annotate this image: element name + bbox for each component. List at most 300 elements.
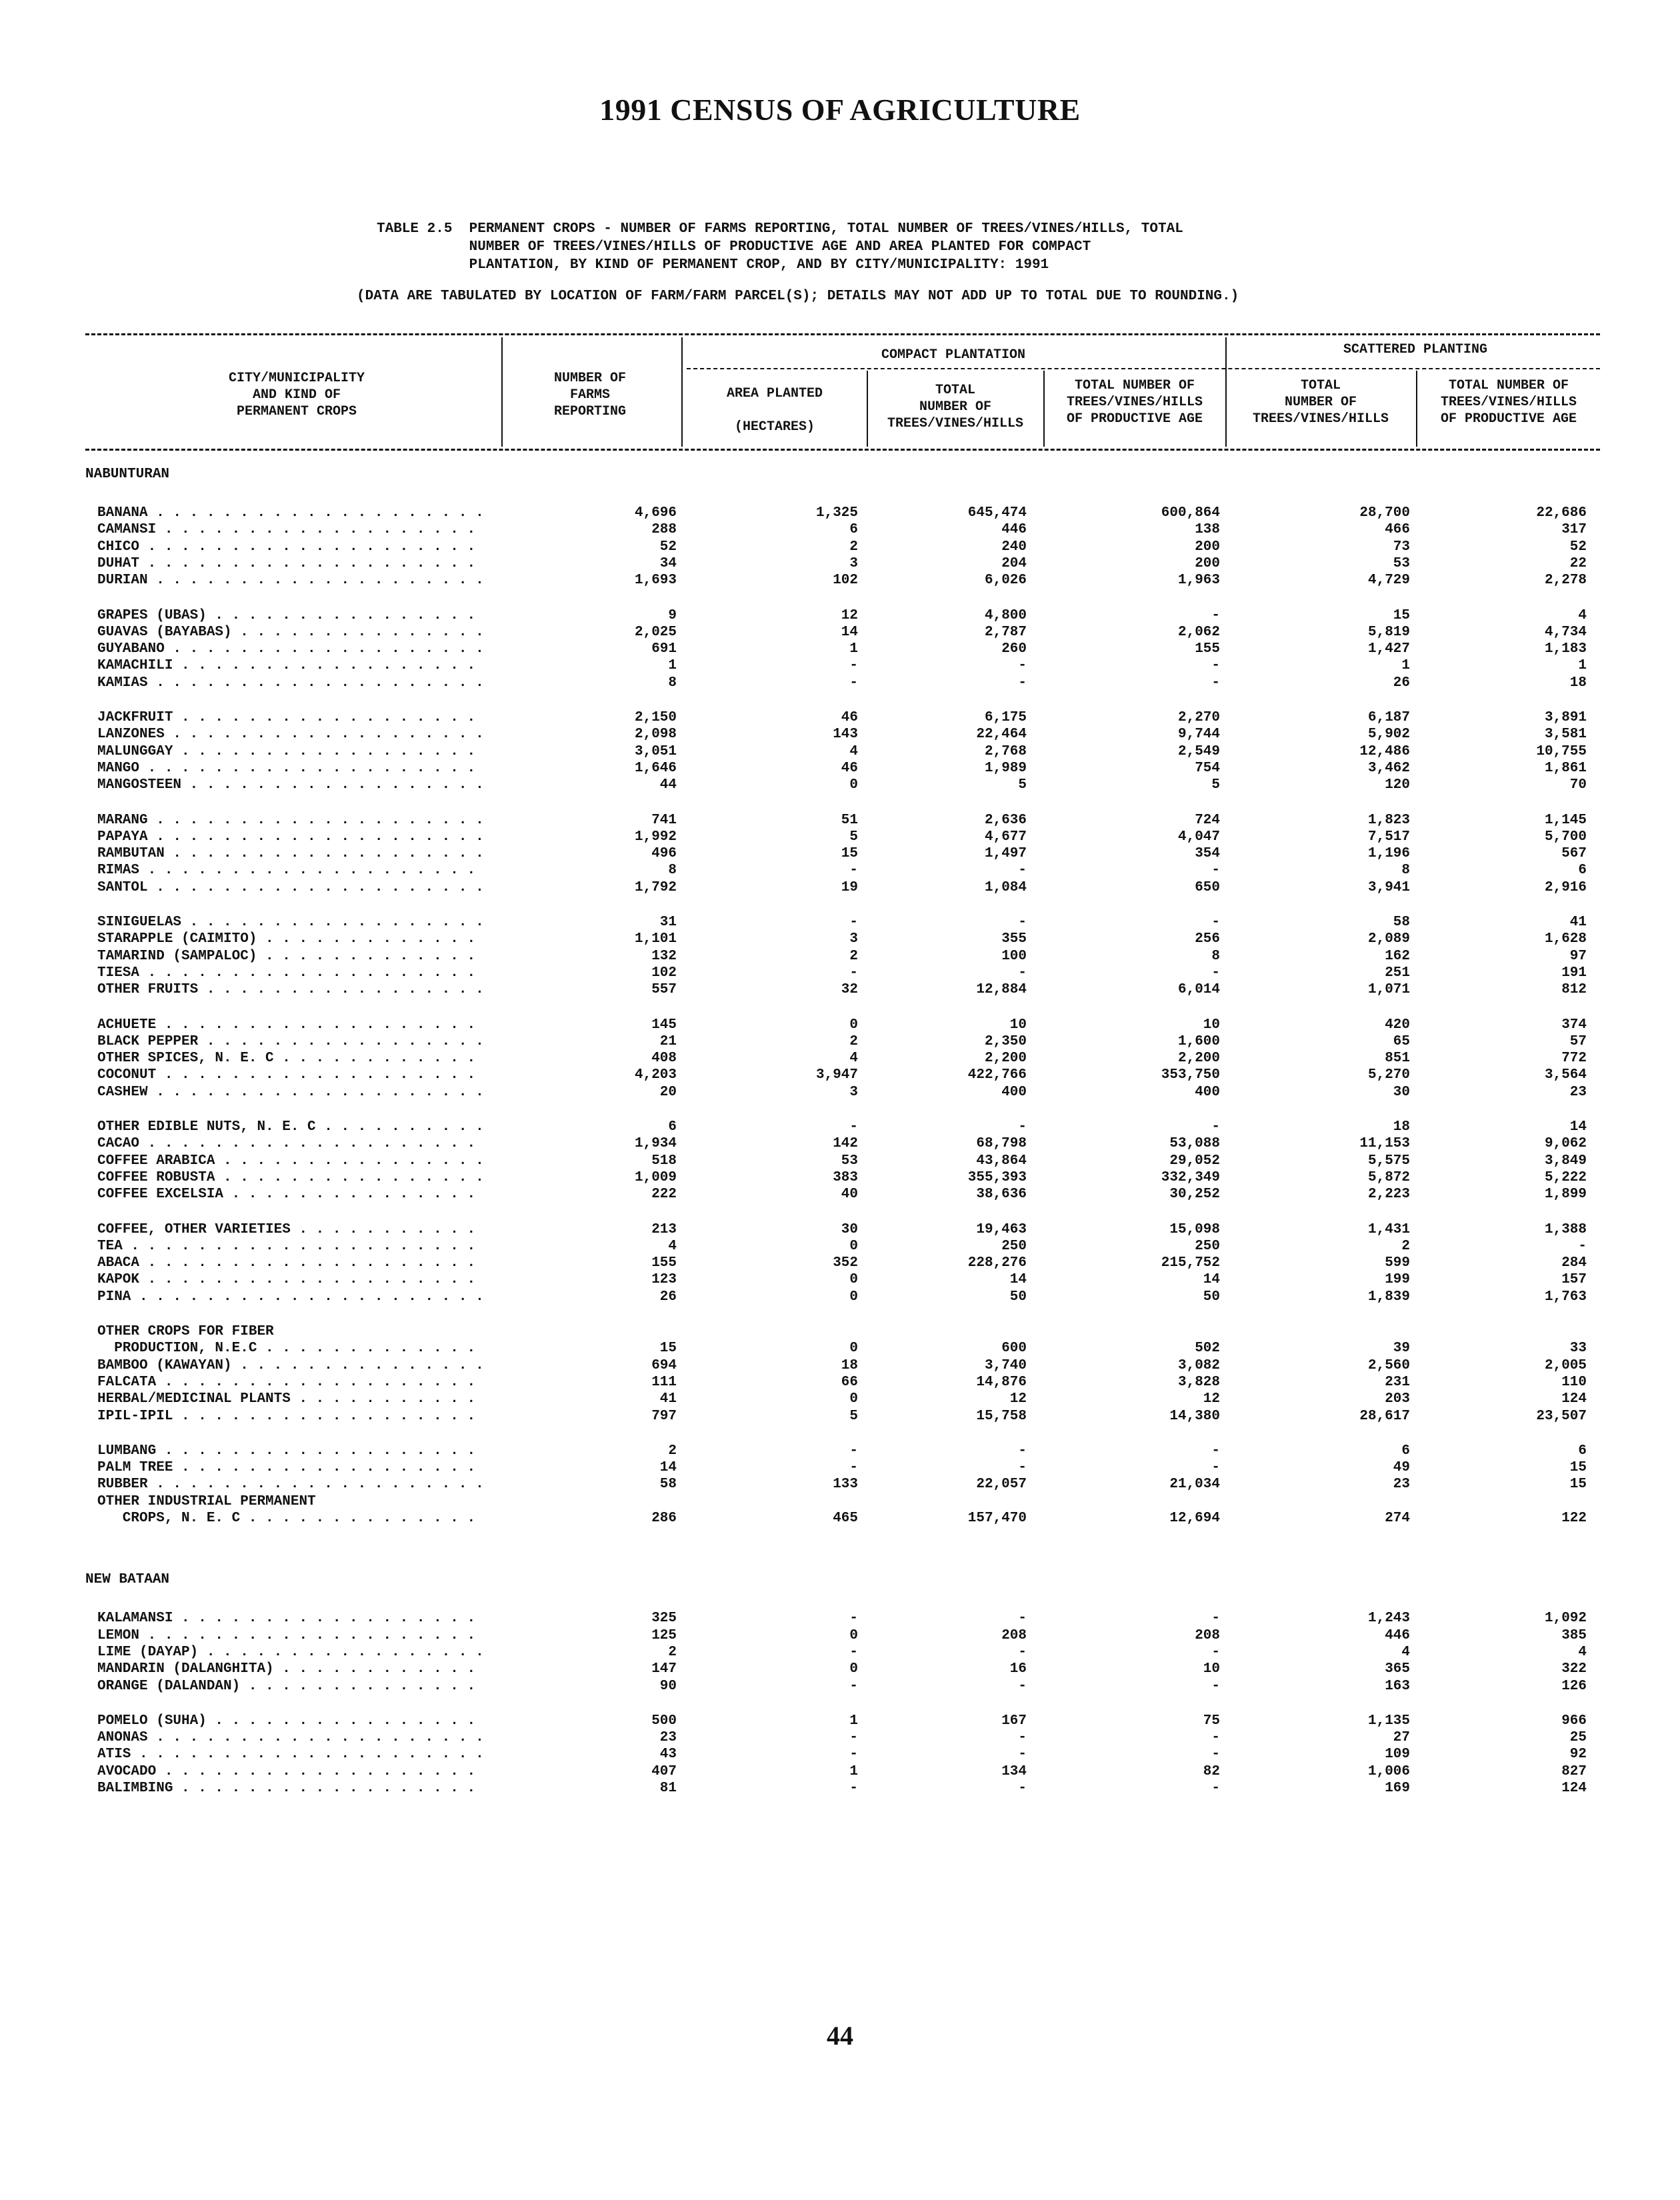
header-farms-reporting: NUMBER OF FARMS REPORTING — [553, 371, 627, 419]
area-planted-cell: 40 — [841, 1187, 858, 1203]
crop-name: CROPS, N. E. C . . . . . . . . . . . . . . — [97, 1511, 476, 1526]
table-row — [0, 863, 1680, 880]
area-planted-cell: 143 — [833, 727, 858, 743]
section-heading: NABUNTURAN — [85, 467, 170, 482]
area-planted-cell: 15 — [841, 846, 858, 862]
compact-productive-cell: - — [1211, 658, 1220, 674]
compact-total-cell: - — [1018, 915, 1027, 930]
table-row — [0, 1409, 1680, 1426]
farms-reporting-cell: 1,934 — [634, 1136, 677, 1152]
scattered-productive-cell: 385 — [1561, 1627, 1587, 1643]
compact-productive-cell: 75 — [1203, 1713, 1220, 1729]
compact-productive-cell: 250 — [1195, 1238, 1220, 1254]
farms-reporting-cell: 34 — [659, 555, 677, 571]
farms-reporting-cell: 6 — [668, 1119, 677, 1135]
farms-reporting-cell: 797 — [651, 1408, 677, 1424]
area-planted-cell: - — [849, 1730, 858, 1746]
table-row — [0, 931, 1680, 949]
farms-reporting-cell: 8 — [668, 863, 677, 879]
farms-reporting-cell: 500 — [651, 1713, 677, 1729]
area-planted-cell: 352 — [833, 1255, 858, 1271]
compact-productive-cell: 2,549 — [1177, 743, 1220, 759]
crop-name: IPIL-IPIL . . . . . . . . . . . . . . . . . . — [97, 1408, 476, 1424]
area-planted-cell: 1 — [849, 641, 858, 657]
area-planted-cell: 6 — [849, 522, 858, 538]
scattered-productive-cell: 374 — [1561, 1017, 1587, 1033]
farms-reporting-cell: 111 — [651, 1374, 677, 1390]
scattered-productive-cell: 18 — [1569, 675, 1587, 691]
area-planted-cell: 3,947 — [815, 1067, 858, 1083]
table-row — [0, 1341, 1680, 1358]
scattered-total-cell: 1,006 — [1367, 1763, 1410, 1779]
farms-reporting-cell: 44 — [659, 777, 677, 793]
scattered-productive-cell: 1,628 — [1544, 931, 1587, 947]
compact-productive-cell: 12 — [1203, 1391, 1220, 1407]
table-row — [0, 1764, 1680, 1781]
area-planted-cell: 1,325 — [815, 505, 858, 521]
scattered-total-cell: 365 — [1385, 1661, 1410, 1677]
compact-total-cell: - — [1018, 863, 1027, 879]
header-scattered-productive: TOTAL NUMBER OF TREES/VINES/HILLS OF PRODUCTIVE AGE — [1440, 378, 1577, 427]
scattered-productive-cell: 23 — [1569, 1084, 1587, 1100]
table-row — [0, 556, 1680, 573]
crop-name: POMELO (SUHA) . . . . . . . . . . . . . . . . — [97, 1713, 476, 1729]
scattered-total-cell: 30 — [1393, 1084, 1410, 1100]
crop-name: HERBAL/MEDICINAL PLANTS . . . . . . . . . . . — [97, 1391, 476, 1407]
header-scattered-planting: SCATTERED PLANTING — [1343, 342, 1488, 357]
page-number: 44 — [827, 2021, 853, 2051]
scattered-productive-cell: 1,183 — [1544, 641, 1587, 657]
compact-total-cell: - — [1018, 1781, 1027, 1796]
table-row — [0, 1017, 1680, 1035]
farms-reporting-cell: 2,098 — [634, 727, 677, 743]
compact-productive-cell: 400 — [1195, 1084, 1220, 1100]
scattered-productive-cell: 5,222 — [1544, 1169, 1587, 1185]
scattered-total-cell: 39 — [1393, 1341, 1410, 1357]
crop-name: RAMBUTAN . . . . . . . . . . . . . . . . . . . — [97, 846, 484, 862]
table-row — [0, 1477, 1680, 1494]
farms-reporting-cell: 1,992 — [634, 829, 677, 845]
table-row — [0, 1085, 1680, 1102]
table-row — [0, 1443, 1680, 1461]
table-row — [0, 1628, 1680, 1645]
table-row — [0, 675, 1680, 693]
farms-reporting-cell: 2 — [668, 1443, 677, 1459]
farms-reporting-cell: 1,101 — [634, 931, 677, 947]
compact-productive-cell: 5 — [1211, 777, 1220, 793]
scattered-productive-cell: 33 — [1569, 1341, 1587, 1357]
header-scattered-total: TOTAL NUMBER OF TREES/VINES/HILLS — [1252, 378, 1389, 427]
scattered-productive-cell: 14 — [1569, 1119, 1587, 1135]
area-planted-cell: 0 — [849, 1661, 858, 1677]
compact-productive-cell: 2,270 — [1177, 710, 1220, 725]
compact-productive-cell: 256 — [1195, 931, 1220, 947]
compact-productive-cell: - — [1211, 607, 1220, 623]
scattered-total-cell: 466 — [1385, 522, 1410, 538]
scattered-productive-cell: 1,763 — [1544, 1289, 1587, 1305]
scattered-total-cell: 251 — [1385, 965, 1410, 981]
scattered-productive-cell: 191 — [1561, 965, 1587, 981]
compact-productive-cell: 650 — [1195, 879, 1220, 895]
crop-name: CAMANSI . . . . . . . . . . . . . . . . . . . — [97, 522, 476, 538]
compact-total-cell: 16 — [1009, 1661, 1027, 1677]
crop-name: LANZONES . . . . . . . . . . . . . . . . . . . — [97, 727, 484, 743]
scattered-productive-cell: 22,686 — [1536, 505, 1587, 521]
scattered-productive-cell: 812 — [1561, 982, 1587, 998]
crop-name: LUMBANG . . . . . . . . . . . . . . . . . . . — [97, 1443, 476, 1459]
scattered-productive-cell: 284 — [1561, 1255, 1587, 1271]
area-planted-cell: - — [849, 965, 858, 981]
area-planted-cell: 383 — [833, 1169, 858, 1185]
scattered-productive-cell: 4,734 — [1544, 624, 1587, 640]
table-row — [0, 710, 1680, 727]
compact-productive-cell: 2,062 — [1177, 624, 1220, 640]
caption-line: TABLE 2.5 PERMANENT CROPS - NUMBER OF FARMS REPORTING, TOTAL NUMBER OF TREES/VINES/HILLS, TOTAL — [377, 221, 1183, 237]
scattered-total-cell: 1,431 — [1367, 1221, 1410, 1237]
compact-productive-cell: 14 — [1203, 1272, 1220, 1288]
scattered-productive-cell: 70 — [1569, 777, 1587, 793]
table-row — [0, 761, 1680, 778]
compact-productive-cell: 1,963 — [1177, 573, 1220, 589]
compact-productive-cell: - — [1211, 965, 1220, 981]
compact-total-cell: 43,864 — [976, 1153, 1027, 1169]
compact-total-cell: - — [1018, 658, 1027, 674]
area-planted-cell: 19 — [841, 879, 858, 895]
area-planted-cell: 0 — [849, 1289, 858, 1305]
compact-total-cell: 260 — [1001, 641, 1027, 657]
compact-total-cell: 6,175 — [984, 710, 1027, 725]
farms-reporting-cell: 147 — [651, 1661, 677, 1677]
compact-productive-cell: - — [1211, 915, 1220, 930]
farms-reporting-cell: 20 — [659, 1084, 677, 1100]
farms-reporting-cell: 2 — [668, 1644, 677, 1660]
area-planted-cell: 3 — [849, 555, 858, 571]
scattered-productive-cell: 3,581 — [1544, 727, 1587, 743]
scattered-productive-cell: 110 — [1561, 1374, 1587, 1390]
farms-reporting-cell: 102 — [651, 965, 677, 981]
scattered-productive-cell: 966 — [1561, 1713, 1587, 1729]
compact-total-cell: 134 — [1001, 1763, 1027, 1779]
crop-name: GUYABANO . . . . . . . . . . . . . . . . . . . — [97, 641, 484, 657]
crop-name: OTHER FRUITS . . . . . . . . . . . . . . . . . — [97, 982, 484, 998]
compact-total-cell: - — [1018, 1119, 1027, 1135]
scattered-total-cell: 163 — [1385, 1678, 1410, 1694]
scattered-total-cell: 49 — [1393, 1460, 1410, 1476]
compact-total-cell: 1,497 — [984, 846, 1027, 862]
crop-name: ORANGE (DALANDAN) . . . . . . . . . . . . . . — [97, 1678, 476, 1694]
page-title: 1991 CENSUS OF AGRICULTURE — [599, 93, 1081, 127]
compact-total-cell: - — [1018, 965, 1027, 981]
table-row — [0, 1067, 1680, 1085]
table-row — [0, 1255, 1680, 1273]
compact-total-cell: 50 — [1009, 1289, 1027, 1305]
compact-total-cell: 12,884 — [976, 982, 1027, 998]
crop-name: STARAPPLE (CAIMITO) . . . . . . . . . . . . . — [97, 931, 476, 947]
crop-name: BALIMBING . . . . . . . . . . . . . . . . . . — [97, 1781, 476, 1796]
scattered-total-cell: 26 — [1393, 675, 1410, 691]
scattered-total-cell: 12,486 — [1359, 743, 1410, 759]
crop-name: LEMON . . . . . . . . . . . . . . . . . . . . — [97, 1627, 476, 1643]
compact-total-cell: 14,876 — [976, 1374, 1027, 1390]
scattered-total-cell: 2,560 — [1367, 1357, 1410, 1373]
header-compact-total: TOTAL NUMBER OF TREES/VINES/HILLS — [887, 383, 1024, 431]
area-planted-cell: 53 — [841, 1153, 858, 1169]
scattered-productive-cell: 9,062 — [1544, 1136, 1587, 1152]
compact-total-cell: 4,677 — [984, 829, 1027, 845]
scattered-total-cell: 1 — [1401, 658, 1410, 674]
farms-reporting-cell: 286 — [651, 1511, 677, 1526]
farms-reporting-cell: 9 — [668, 607, 677, 623]
compact-productive-cell: 155 — [1195, 641, 1220, 657]
scattered-total-cell: 6 — [1401, 1443, 1410, 1459]
area-planted-cell: 2 — [849, 1033, 858, 1049]
compact-productive-cell: 29,052 — [1169, 1153, 1220, 1169]
scattered-total-cell: 1,823 — [1367, 812, 1410, 828]
table-row — [0, 1272, 1680, 1289]
compact-total-cell: 68,798 — [976, 1136, 1027, 1152]
farms-reporting-cell: 518 — [651, 1153, 677, 1169]
compact-productive-cell: 138 — [1195, 522, 1220, 538]
compact-total-cell: 3,740 — [984, 1357, 1027, 1373]
crop-name: MARANG . . . . . . . . . . . . . . . . . . . . — [97, 812, 484, 828]
crop-name: OTHER EDIBLE NUTS, N. E. C . . . . . . . . . . — [97, 1119, 484, 1135]
compact-productive-cell: 600,864 — [1161, 505, 1220, 521]
scattered-total-cell: 1,071 — [1367, 982, 1410, 998]
farms-reporting-cell: 2,025 — [634, 624, 677, 640]
crop-name: GUAVAS (BAYABAS) . . . . . . . . . . . . . . . — [97, 624, 484, 640]
scattered-total-cell: 8 — [1401, 863, 1410, 879]
table-row — [0, 1375, 1680, 1392]
farms-reporting-cell: 1,646 — [634, 760, 677, 776]
farms-reporting-cell: 222 — [651, 1187, 677, 1203]
crop-name: KAPOK . . . . . . . . . . . . . . . . . . . . — [97, 1272, 476, 1288]
crop-name: ATIS . . . . . . . . . . . . . . . . . . . . . — [97, 1747, 484, 1763]
scattered-total-cell: 851 — [1385, 1051, 1410, 1067]
compact-productive-cell: 1,600 — [1177, 1033, 1220, 1049]
farms-reporting-cell: 741 — [651, 812, 677, 828]
crop-name: CASHEW . . . . . . . . . . . . . . . . . . . . — [97, 1084, 484, 1100]
compact-total-cell: 4,800 — [984, 607, 1027, 623]
farms-reporting-cell: 125 — [651, 1627, 677, 1643]
area-planted-cell: 0 — [849, 1391, 858, 1407]
scattered-total-cell: 599 — [1385, 1255, 1410, 1271]
crop-name: RIMAS . . . . . . . . . . . . . . . . . . . . — [97, 863, 476, 879]
scattered-productive-cell: - — [1578, 1238, 1587, 1254]
area-planted-cell: 18 — [841, 1357, 858, 1373]
scattered-total-cell: 5,819 — [1367, 624, 1410, 640]
farms-reporting-cell: 4 — [668, 1238, 677, 1254]
farms-reporting-cell: 81 — [659, 1781, 677, 1796]
compact-total-cell: 600 — [1001, 1341, 1027, 1357]
farms-reporting-cell: 132 — [651, 948, 677, 964]
farms-reporting-cell: 408 — [651, 1051, 677, 1067]
compact-total-cell: - — [1018, 1443, 1027, 1459]
header-top-rule — [85, 333, 1600, 335]
scattered-total-cell: 203 — [1385, 1391, 1410, 1407]
crop-name: MANDARIN (DALANGHITA) . . . . . . . . . . . . — [97, 1661, 476, 1677]
caption-line: NUMBER OF TREES/VINES/HILLS OF PRODUCTIVE AGE AND AREA PLANTED FOR COMPACT — [377, 239, 1091, 255]
scattered-total-cell: 28,617 — [1359, 1408, 1410, 1424]
compact-total-cell: 204 — [1001, 555, 1027, 571]
crop-name: JACKFRUIT . . . . . . . . . . . . . . . . . . — [97, 710, 476, 725]
area-planted-cell: 465 — [833, 1511, 858, 1526]
column-divider — [501, 337, 503, 447]
scattered-productive-cell: 1,899 — [1544, 1187, 1587, 1203]
group-header-rule — [687, 368, 1600, 369]
compact-productive-cell: - — [1211, 1119, 1220, 1135]
compact-productive-cell: - — [1211, 1644, 1220, 1660]
table-row — [0, 1324, 1680, 1341]
crop-name: KAMACHILI . . . . . . . . . . . . . . . . . . — [97, 658, 476, 674]
area-planted-cell: 0 — [849, 1017, 858, 1033]
table-row — [0, 1730, 1680, 1747]
area-planted-cell: - — [849, 658, 858, 674]
compact-total-cell: 157,470 — [967, 1511, 1027, 1526]
table-row — [0, 1119, 1680, 1137]
scattered-productive-cell: 1,861 — [1544, 760, 1587, 776]
scattered-productive-cell: 4 — [1578, 607, 1587, 623]
table-row — [0, 1289, 1680, 1307]
area-planted-cell: - — [849, 675, 858, 691]
compact-productive-cell: 21,034 — [1169, 1477, 1220, 1493]
crop-name: ABACA . . . . . . . . . . . . . . . . . . . . — [97, 1255, 476, 1271]
table-row — [0, 1494, 1680, 1511]
scattered-total-cell: 1,243 — [1367, 1611, 1410, 1627]
scattered-total-cell: 2,089 — [1367, 931, 1410, 947]
farms-reporting-cell: 1,009 — [634, 1169, 677, 1185]
table-row — [0, 539, 1680, 557]
table-row — [0, 1611, 1680, 1628]
table-row — [0, 1358, 1680, 1375]
compact-productive-cell: 4,047 — [1177, 829, 1220, 845]
compact-productive-cell: 9,744 — [1177, 727, 1220, 743]
scattered-productive-cell: 2,916 — [1544, 879, 1587, 895]
scattered-productive-cell: 1,388 — [1544, 1221, 1587, 1237]
area-planted-cell: 5 — [849, 1408, 858, 1424]
compact-total-cell: - — [1018, 1678, 1027, 1694]
crop-name: PRODUCTION, N.E.C . . . . . . . . . . . . . — [97, 1341, 476, 1357]
area-planted-cell: 1 — [849, 1763, 858, 1779]
table-row — [0, 1187, 1680, 1204]
scattered-total-cell: 27 — [1393, 1730, 1410, 1746]
area-planted-cell: 51 — [841, 812, 858, 828]
compact-productive-cell: 2,200 — [1177, 1051, 1220, 1067]
scattered-total-cell: 73 — [1393, 539, 1410, 555]
header-bottom-rule — [85, 449, 1600, 451]
crop-name: BLACK PEPPER . . . . . . . . . . . . . . . . . — [97, 1033, 484, 1049]
table-row — [0, 727, 1680, 744]
compact-productive-cell: - — [1211, 1611, 1220, 1627]
compact-total-cell: 22,464 — [976, 727, 1027, 743]
farms-reporting-cell: 123 — [651, 1272, 677, 1288]
table-row — [0, 1511, 1680, 1528]
table-row — [0, 777, 1680, 795]
scattered-total-cell: 1,196 — [1367, 846, 1410, 862]
compact-productive-cell: - — [1211, 1781, 1220, 1796]
scattered-total-cell: 23 — [1393, 1477, 1410, 1493]
crop-name: COFFEE, OTHER VARIETIES . . . . . . . . . . . — [97, 1221, 476, 1237]
crop-name: KAMIAS . . . . . . . . . . . . . . . . . . . . — [97, 675, 484, 691]
farms-reporting-cell: 496 — [651, 846, 677, 862]
compact-total-cell: - — [1018, 1730, 1027, 1746]
area-planted-cell: 0 — [849, 777, 858, 793]
farms-reporting-cell: 14 — [659, 1460, 677, 1476]
table-row — [0, 915, 1680, 932]
scattered-total-cell: 15 — [1393, 607, 1410, 623]
area-planted-cell: - — [849, 1611, 858, 1627]
compact-total-cell: - — [1018, 1611, 1027, 1627]
compact-productive-cell: 10 — [1203, 1017, 1220, 1033]
compact-total-cell: 240 — [1001, 539, 1027, 555]
scattered-productive-cell: 25 — [1569, 1730, 1587, 1746]
table-row — [0, 505, 1680, 523]
area-planted-cell: - — [849, 1644, 858, 1660]
area-planted-cell: 4 — [849, 1051, 858, 1067]
compact-total-cell: 38,636 — [976, 1187, 1027, 1203]
crop-name: MALUNGGAY . . . . . . . . . . . . . . . . . . — [97, 743, 476, 759]
compact-productive-cell: 14,380 — [1169, 1408, 1220, 1424]
area-planted-cell: 2 — [849, 948, 858, 964]
area-planted-cell: 3 — [849, 931, 858, 947]
farms-reporting-cell: 557 — [651, 982, 677, 998]
compact-total-cell: 14 — [1009, 1272, 1027, 1288]
area-planted-cell: 4 — [849, 743, 858, 759]
area-planted-cell: 46 — [841, 710, 858, 725]
table-row — [0, 1034, 1680, 1051]
crop-name: AVOCADO . . . . . . . . . . . . . . . . . . . — [97, 1763, 476, 1779]
scattered-productive-cell: 22 — [1569, 555, 1587, 571]
compact-total-cell: - — [1018, 675, 1027, 691]
compact-productive-cell: 50 — [1203, 1289, 1220, 1305]
compact-productive-cell: - — [1211, 863, 1220, 879]
compact-total-cell: 400 — [1001, 1084, 1027, 1100]
header-city-crop: CITY/MUNICIPALITY AND KIND OF PERMANENT CROPS — [228, 371, 365, 419]
area-planted-cell: 2 — [849, 539, 858, 555]
crop-name: ACHUETE . . . . . . . . . . . . . . . . . . . — [97, 1017, 476, 1033]
area-planted-cell: - — [849, 863, 858, 879]
scattered-productive-cell: 827 — [1561, 1763, 1587, 1779]
compact-productive-cell: 200 — [1195, 539, 1220, 555]
compact-total-cell: 5 — [1018, 777, 1027, 793]
compact-total-cell: 446 — [1001, 522, 1027, 538]
table-row — [0, 522, 1680, 539]
area-planted-cell: - — [849, 1747, 858, 1763]
compact-productive-cell: 354 — [1195, 846, 1220, 862]
crop-name: FALCATA . . . . . . . . . . . . . . . . . . . — [97, 1374, 476, 1390]
scattered-total-cell: 4 — [1401, 1644, 1410, 1660]
scattered-total-cell: 231 — [1385, 1374, 1410, 1390]
compact-total-cell: - — [1018, 1747, 1027, 1763]
area-planted-cell: 1 — [849, 1713, 858, 1729]
column-divider — [681, 337, 683, 447]
crop-name: COCONUT . . . . . . . . . . . . . . . . . . . — [97, 1067, 476, 1083]
compact-productive-cell: - — [1211, 1443, 1220, 1459]
scattered-total-cell: 18 — [1393, 1119, 1410, 1135]
crop-name: COFFEE ROBUSTA . . . . . . . . . . . . . . . . — [97, 1169, 484, 1185]
compact-productive-cell: 332,349 — [1161, 1169, 1220, 1185]
table-row — [0, 982, 1680, 999]
scattered-total-cell: 53 — [1393, 555, 1410, 571]
scattered-total-cell: 446 — [1385, 1627, 1410, 1643]
crop-name: LIME (DAYAP) . . . . . . . . . . . . . . . . . — [97, 1644, 484, 1660]
compact-productive-cell: 215,752 — [1161, 1255, 1220, 1271]
scattered-total-cell: 2 — [1401, 1238, 1410, 1254]
scattered-productive-cell: 1,092 — [1544, 1611, 1587, 1627]
farms-reporting-cell: 691 — [651, 641, 677, 657]
scattered-productive-cell: 122 — [1561, 1511, 1587, 1526]
compact-productive-cell: - — [1211, 1747, 1220, 1763]
table-note: (DATA ARE TABULATED BY LOCATION OF FARM/FARM PARCEL(S); DETAILS MAY NOT ADD UP TO TOTAL DUE TO ROUNDING.) — [357, 289, 1239, 304]
